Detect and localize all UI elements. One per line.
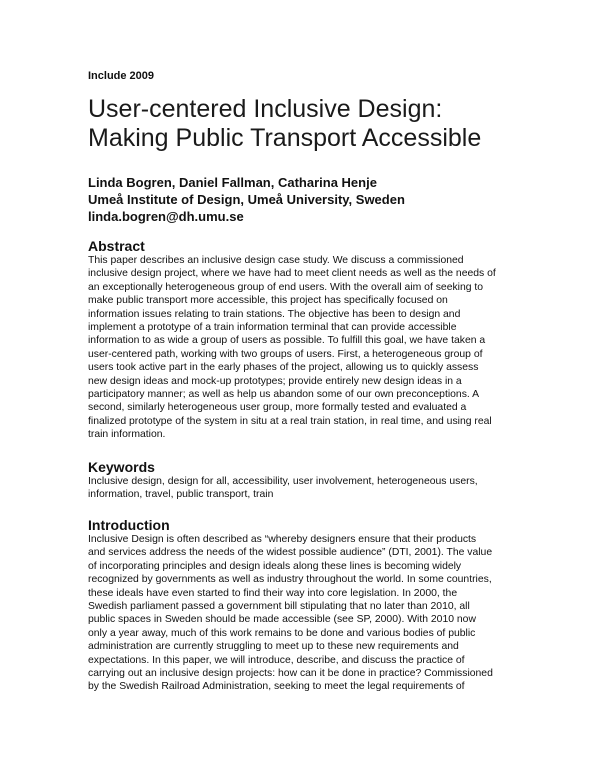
author-block [88,174,405,225]
keywords-section [88,460,520,502]
abstract-line: information issues relating to train stations. The objective has been to design and [88,308,461,320]
author-email: linda.bogren@dh.umu.se [88,209,244,224]
title-line: User-centered Inclusive Design: [88,95,443,123]
abstract-line: new design ideas and mock-up prototypes; provide entirely new design ideas in a [88,375,462,387]
abstract-line: user-centered path, working with two groups of users. First, a heterogeneous group of [88,348,483,360]
introduction-heading: Introduction [88,517,170,533]
keywords-line: information, travel, public transport, train [88,489,274,501]
introduction-body [88,533,520,694]
abstract-line: make public transport more accessible, this project has specifically focused on [88,295,448,307]
author-affiliation: Umeå Institute of Design, Umeå University, Sweden [88,192,405,207]
abstract-line: inclusive design project, where we have had to meet client needs as well as the needs of [88,268,496,280]
keywords-body [88,475,520,502]
introduction-section [88,518,520,694]
conference-label: Include 2009 [88,70,155,82]
introduction-line: of incorporating principles and design ideals along these lines is becoming widely [88,560,462,572]
abstract-line: train information. [88,429,166,441]
keywords-line: Inclusive design, design for all, accessibility, user involvement, heterogeneous users, [88,476,478,487]
introduction-line: and services address the needs of the widest possible audience” (DTI, 2001). The value [88,547,493,559]
introduction-line: expectations. In this paper, we will introduce, describe, and discuss the practice of [88,654,465,666]
introduction-line: these ideals have even started to find their way into core legislation. In 2000, the [88,587,458,599]
abstract-section [88,239,520,442]
introduction-line: carrying out an inclusive design projects: how can it be done in practice? Commissioned [88,668,493,680]
abstract-body [88,254,520,442]
abstract-line: second, similarly heterogeneous user group, more formally tested and evaluated a [88,402,467,414]
title-line: Making Public Transport Accessible [88,124,482,152]
abstract-heading: Abstract [88,238,145,254]
introduction-line: by the Swedish Railroad Administration, seeking to meet the legal requirements of [88,681,465,693]
abstract-line: participatory manner; as well as help us abandon some of our own preconceptions. A [88,389,480,401]
abstract-line: implement a prototype of a train information terminal that can provide accessible [88,322,457,334]
introduction-line: Inclusive Design is often described as “whereby designers ensure that their products [88,534,477,545]
abstract-line: This paper describes an inclusive design case study. We discuss a commissioned [88,255,464,266]
introduction-line: administration are currently struggling to meet up to these new requirements and [88,641,459,653]
introduction-line: Swedish parliament passed a government bill stipulating that no later than 2010, all [88,601,470,613]
abstract-line: an exceptionally heterogeneous group of end users. With the overall aim of seeking to [88,281,484,293]
abstract-line: information to as wide a group of users as possible. To fulfill this goal, we have taken a [88,335,486,347]
paper-title [88,95,528,153]
abstract-line: users took active part in the early phases of the project, allowing us to quickly assess [88,362,479,374]
author-names: Linda Bogren, Daniel Fallman, Catharina Henje [88,175,377,190]
abstract-line: finalized prototype of the system in situ at a real train station, in real time, and using real [88,415,492,427]
introduction-line: public spaces in Sweden should be made accessible (see SP, 2000). With 2010 now [88,614,476,626]
keywords-heading: Keywords [88,459,155,475]
introduction-line: only a year away, much of this work remains to be done and various bodies of public [88,627,476,639]
introduction-line: recognized by governments as well as industry throughout the world. In some countries, [88,574,492,586]
